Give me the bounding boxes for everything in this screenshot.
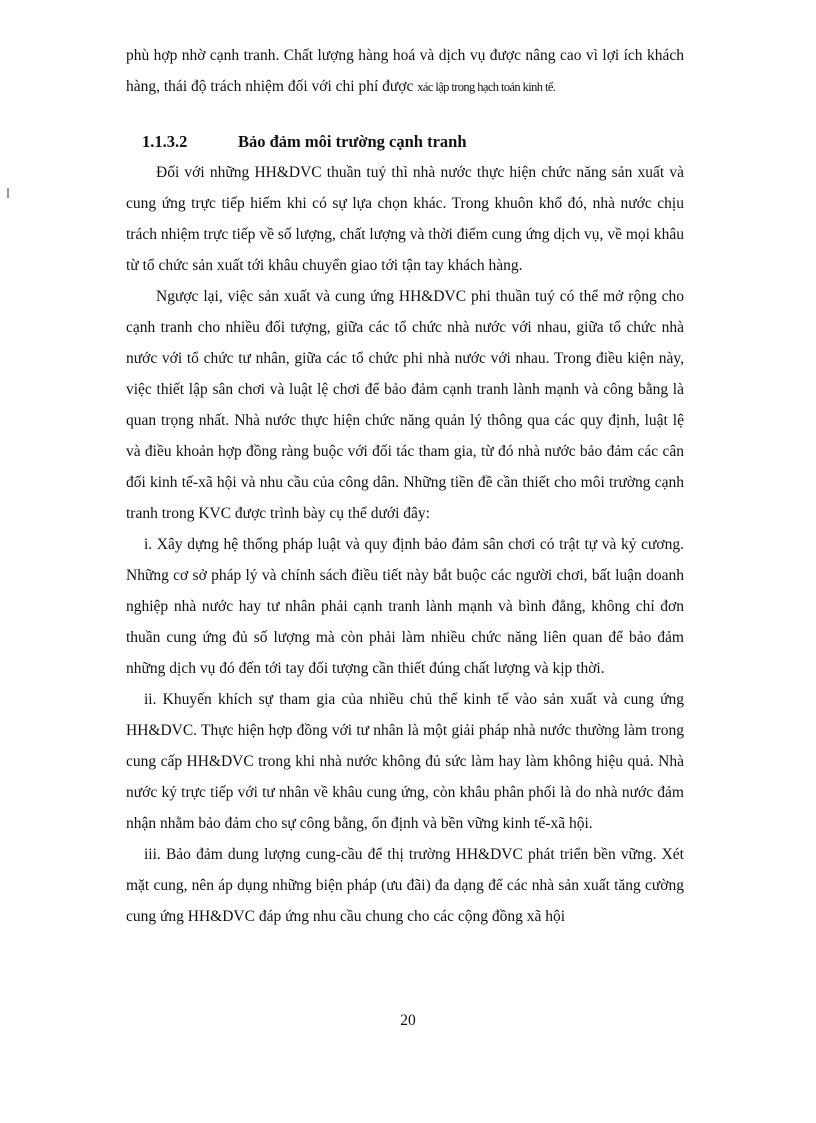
scan-margin-mark — [7, 188, 9, 198]
intro-text: phù hợp nhờ cạnh tranh. Chất lượng hàng hoá và dịch vụ được nâng cao vì lợi ích khách hàng, thái độ trách nhiệm đối với chi phí được — [126, 47, 684, 95]
list-item: iii. Bảo đảm dung lượng cung-cầu để thị trường HH&DVC phát triển bền vững. Xét mặt cung, nên áp dụng những biện pháp (ưu đãi) đa dạng để các nhà sản xuất tăng cường cung ứng HH&DVC đáp ứng nhu cầu chung cho các cộng đồng xã hội — [126, 846, 684, 925]
list-item: i. Xây dựng hệ thống pháp luật và quy định bảo đảm sân chơi có trật tự và kỷ cương. Những cơ sở pháp lý và chính sách điều tiết này bắt buộc các người chơi, bất luận doanh nghiệp nhà nước hay tư nhân phải cạnh tranh lành mạnh và bình đẳng, không chỉ đơn thuần cung ứng đủ số lượng mà còn phải làm nhiều chức năng liên quan để bảo đảm những dịch vụ đó đến tới tay đối tượng cần thiết đúng chất lượng và kịp thời. — [126, 536, 684, 677]
intro-tail-text: xác lập trong hạch toán kinh tế. — [417, 80, 556, 94]
body-paragraph: Ngược lại, việc sản xuất và cung ứng HH&DVC phi thuần tuý có thể mở rộng cho cạnh tranh cho nhiều đối tượng, giữa các tổ chức nhà nước với nhau, giữa tổ chức nhà nước với tổ chức tư nhân, giữa các tổ chức phi nhà nước với nhau. Trong điều kiện này, việc thiết lập sân chơi và luật lệ chơi để bảo đảm cạnh tranh lành mạnh và công bằng là quan trọng nhất. Nhà nước thực hiện chức năng quản lý thông qua các quy định, luật lệ và điều khoản hợp đồng ràng buộc với đối tác tham gia, từ đó nhà nước bảo đảm các cân đối kinh tế-xã hội và nhu cầu của công dân. Những tiền đề cần thiết cho môi trường cạnh tranh trong KVC được trình bày cụ thể dưới đây: — [126, 288, 684, 522]
section-number: 1.1.3.2 — [142, 132, 188, 151]
section-title: Bảo đảm môi trường cạnh tranh — [238, 132, 467, 151]
document-body — [126, 40, 684, 932]
list-item: ii. Khuyến khích sự tham gia của nhiều chủ thể kinh tế vào sản xuất và cung ứng HH&DVC. Thực hiện hợp đồng với tư nhân là một giải pháp nhà nước thường làm trong cung cấp HH&DVC trong khi nhà nước không đủ sức làm hay làm không hiệu quả. Nhà nước ký trực tiếp với tư nhân về khâu cung ứng, còn khâu phân phối là do nhà nước đảm nhận nhằm bảo đảm cho sự công bằng, ổn định và bền vững kinh tế-xã hội. — [126, 691, 684, 832]
intro-paragraph — [126, 40, 684, 103]
body-paragraph: Đối với những HH&DVC thuần tuý thì nhà nước thực hiện chức năng sản xuất và cung ứng trực tiếp hiếm khi có sự lựa chọn khác. Trong khuôn khổ đó, nhà nước chịu trách nhiệm trực tiếp về số lượng, chất lượng và thời điểm cung ứng dịch vụ, về mọi khâu từ tổ chức sản xuất tới khâu chuyển giao tới tận tay khách hàng. — [126, 164, 684, 274]
section-heading — [126, 126, 684, 157]
page-number: 20 — [400, 1012, 416, 1029]
